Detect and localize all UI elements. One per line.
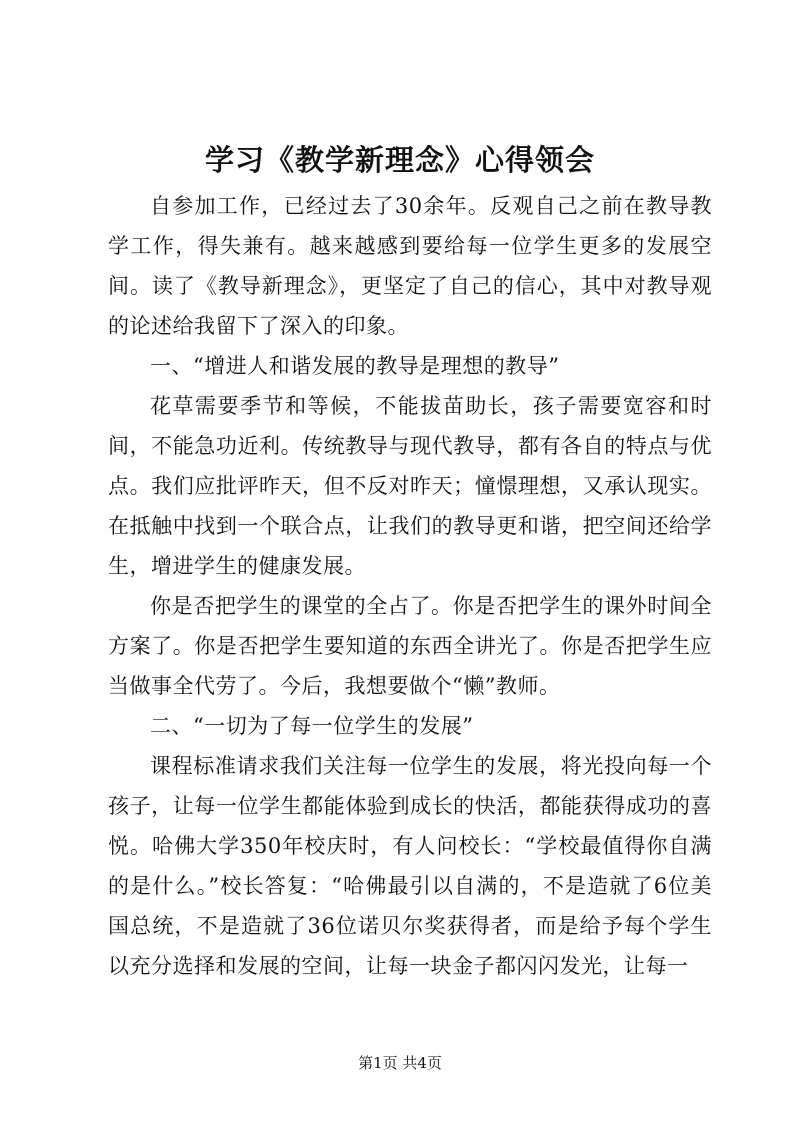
section-heading-1: 一、“增进人和谐发展的教导是理想的教导” xyxy=(150,354,560,378)
paragraph-harmony: 花草需要季节和等候，不能拔苗助长，孩子需要宽容和时间，不能急功近利。传统教导与现代教导，都有各自的特点与优点。我们应批评昨天，但不反对昨天；憧憬理想，又承认现实。在抵触中找到一个联合点，让我们的教导更和谐，把空间还给学生，增进学生的健康发展。 xyxy=(108,394,712,578)
paragraph-lazy-teacher: 你是否把学生的课堂的全占了。你是否把学生的课外时间全方案了。你是否把学生要知道的东西全讲光了。你是否把学生应当做事全代劳了。今后，我想要做个“懒”教师。 xyxy=(108,594,712,698)
document-body xyxy=(108,186,712,986)
section-heading-2: 二、“一切为了每一位学生的发展” xyxy=(150,714,474,738)
document-title: 学习《教学新理念》心得领会 xyxy=(204,143,595,177)
paragraph-every-student: 课程标准请求我们关注每一位学生的发展，将光投向每一个孩子，让每一位学生都能体验到成长的快活，都能获得成功的喜悦。哈佛大学350年校庆时，有人问校长：“学校最值得你自满的是什么。”校长答复：“哈佛最引以自满的，不是造就了6位美国总统，不是造就了36位诺贝尔奖获得者，而是给予每个学生以充分选择和发展的空间，让每一块金子都闪闪发光，让每一 xyxy=(108,754,712,978)
paragraph-intro: 自参加工作，已经过去了30余年。反观自己之前在教导教学工作，得失兼有。越来越感到要给每一位学生更多的发展空间。读了《教导新理念》，更坚定了自己的信心，其中对教导观的论述给我留下了深入的印象。 xyxy=(108,194,712,338)
page-number-footer: 第1页 共4页 xyxy=(358,1054,442,1072)
